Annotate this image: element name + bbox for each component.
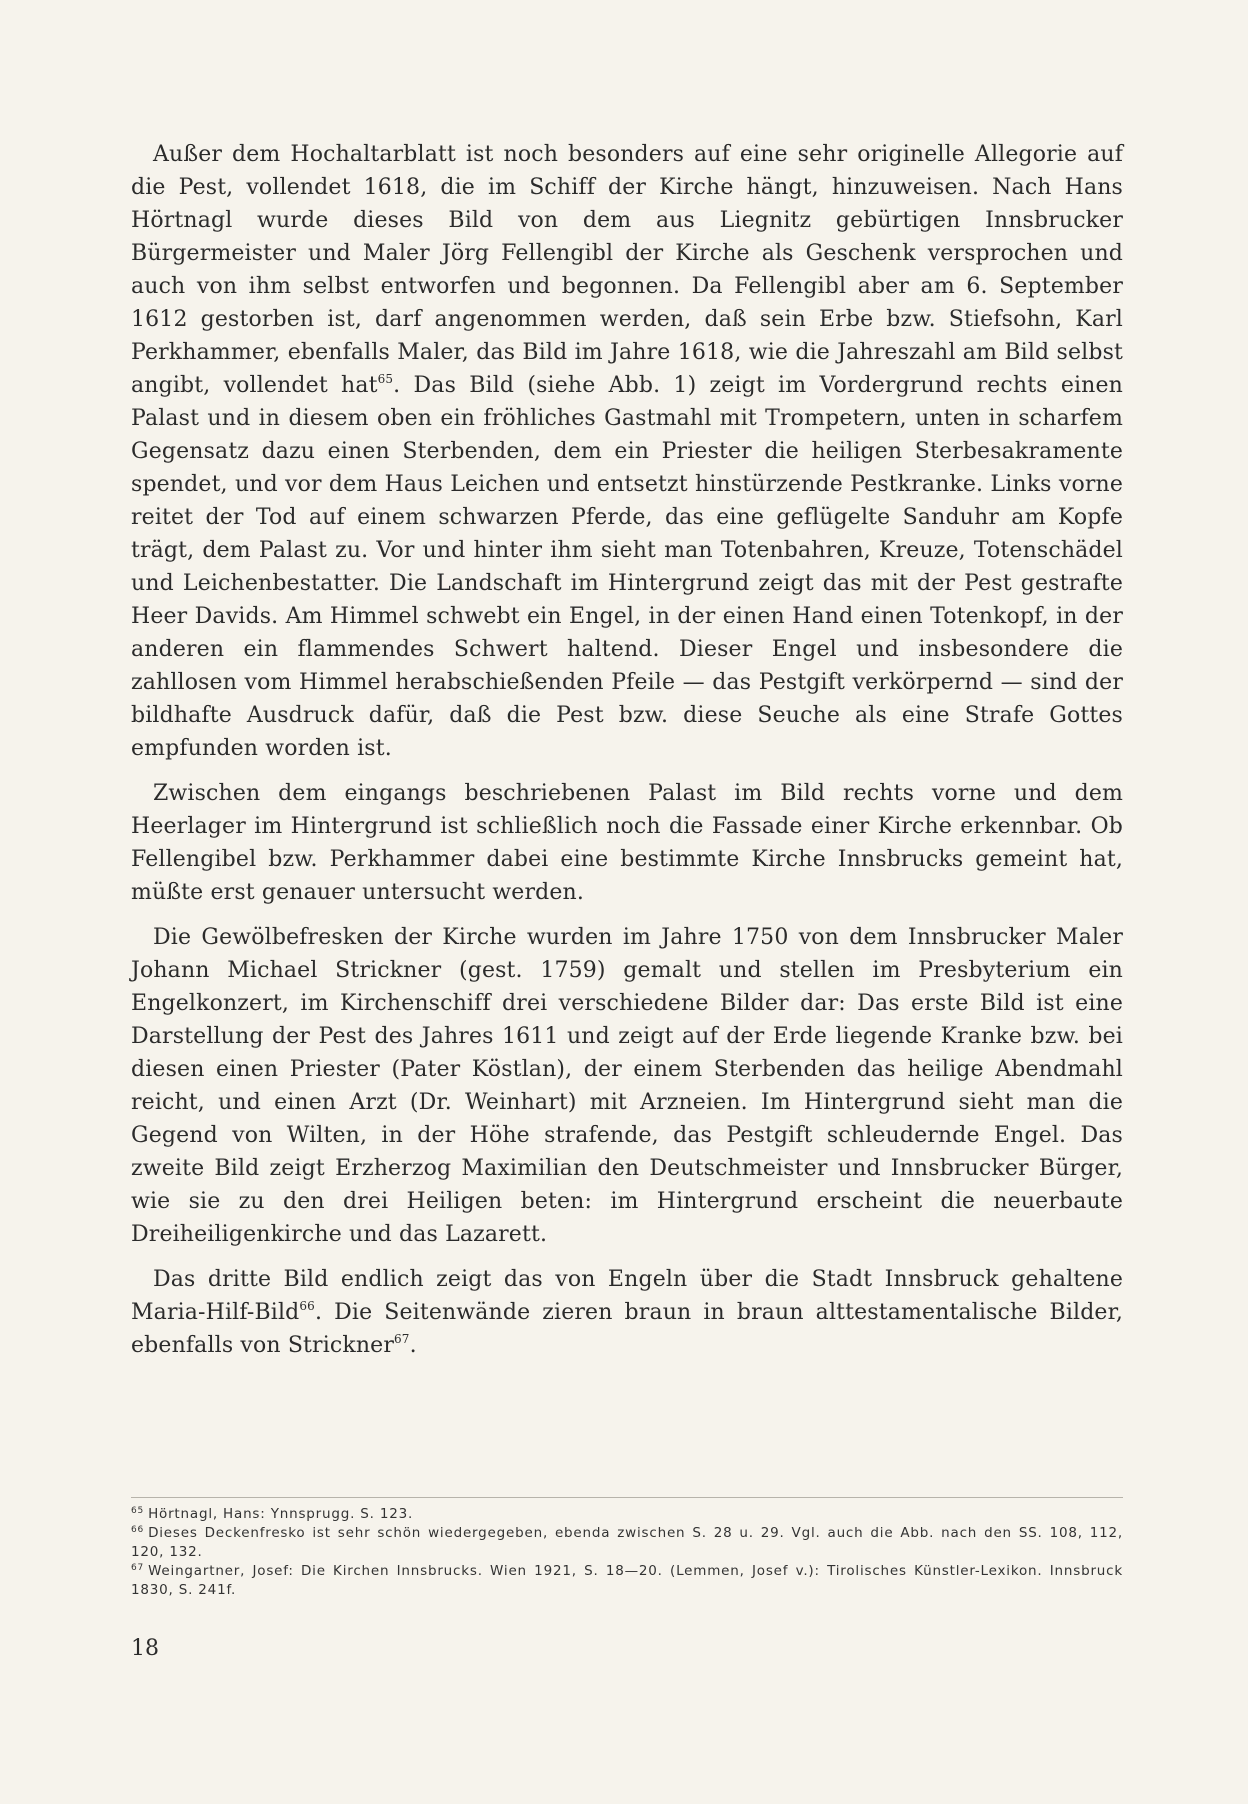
footnote-number: 65	[131, 1506, 145, 1516]
footnote	[131, 1505, 1123, 1524]
paragraph-text: Die Gewölbefresken der Kirche wurden im Jahre 1750 von dem Innsbrucker Maler Johann Michael Strickner (gest. 1759) gemalt und stellen im Presbyterium ein Engelkonzert, im Kirchenschiff drei verschiedene Bilder dar: Das erste Bild ist eine Darstellung der Pest des Jahres 1611 und zeigt auf der Erde liegende Kranke bzw. bei diesen einen Priester (Pater Köstlan), der einem Sterbenden das heilige Abendmahl reicht, und einen Arzt (Dr. Weinhart) mit Arzneien. Im Hintergrund sieht man die Gegend von Wilten, in der Höhe strafende, das Pestgift schleudernde Engel. Das zweite Bild zeigt Erzherzog Maximilian den Deutschmeister und Innsbrucker Bürger, wie sie zu den drei Heiligen beten: im Hintergrund erscheint die neuerbaute Dreiheiligenkirche und das Lazarett.	[131, 925, 1123, 1247]
paragraph	[131, 777, 1123, 909]
footnote-reference: 66	[299, 1299, 315, 1313]
footnote-text: Dieses Deckenfresko ist sehr schön wiedergegeben, ebenda zwischen S. 28 u. 29. Vgl. auch die Abb. nach den SS. 108, 112, 120, 132.	[131, 1525, 1123, 1560]
footnotes	[131, 1505, 1123, 1600]
footnote	[131, 1524, 1123, 1562]
paragraph	[131, 1263, 1123, 1362]
footnote	[131, 1562, 1123, 1600]
paragraph-text: Außer dem Hochaltarblatt ist noch besonders auf eine sehr originelle Allegorie auf die Pest, vollendet 1618, die im Schiff der Kirche hängt, hinzuweisen. Nach Hans Hörtnagl wurde dieses Bild von dem aus Liegnitz gebürtigen Innsbrucker Bürgermeister und Maler Jörg Fellengibl der Kirche als Geschenk versprochen und auch von ihm selbst entworfen und begonnen. Da Fellengibl aber am 6. September 1612 gestorben ist, darf angenommen werden, daß sein Erbe bzw. Stiefsohn, Karl Perkhammer, ebenfalls Maler, das Bild im Jahre 1618, wie die Jahreszahl am Bild selbst angibt, vollendet hat	[131, 142, 1123, 398]
footnote-reference: 67	[394, 1332, 410, 1346]
footnote-number: 66	[131, 1525, 145, 1535]
footnote-divider	[131, 1497, 1123, 1498]
paragraph-text: Zwischen dem eingangs beschriebenen Palast im Bild rechts vorne und dem Heerlager im Hintergrund ist schließlich noch die Fassade einer Kirche erkennbar. Ob Fellengibel bzw. Perkhammer dabei eine bestimmte Kirche Innsbrucks gemeint hat, müßte erst genauer untersucht werden.	[131, 781, 1123, 905]
footnote-reference: 65	[377, 372, 394, 386]
footnote-number: 67	[131, 1563, 145, 1573]
paragraph-text: . Das Bild (siehe Abb. 1) zeigt im Vordergrund rechts einen Palast und in diesem oben ein fröhliches Gastmahl mit Trompetern, unten in scharfem Gegensatz dazu einen Sterbenden, dem ein Priester die heiligen Sterbesakramente spendet, und vor dem Haus Leichen und entsetzt hinstürzende Pestkranke. Links vorne reitet der Tod auf einem schwarzen Pferde, das eine geflügelte Sanduhr am Kopfe trägt, dem Palast zu. Vor und hinter ihm sieht man Totenbahren, Kreuze, Totenschädel und Leichenbestatter. Die Landschaft im Hintergrund zeigt das mit der Pest gestrafte Heer Davids. Am Himmel schwebt ein Engel, in der einen Hand einen Totenkopf, in der anderen ein flammendes Schwert haltend. Dieser Engel und insbesondere die zahllosen vom Himmel herabschießenden Pfeile — das Pestgift verkörpernd — sind der bildhafte Ausdruck dafür, daß die Pest bzw. diese Seuche als eine Strafe Gottes empfunden worden ist.	[131, 373, 1123, 761]
body-text	[131, 138, 1123, 1374]
paragraph-text: Das dritte Bild endlich zeigt das von Engeln über die Stadt Innsbruck gehaltene Maria-Hilf-Bild	[131, 1267, 1123, 1325]
paragraph-text: . Die Seitenwände zieren braun in braun alttestamentalische Bilder, ebenfalls von Strickner	[131, 1300, 1123, 1358]
page-number: 18	[131, 1636, 159, 1661]
paragraph	[131, 138, 1123, 765]
paragraph	[131, 921, 1123, 1251]
footnote-text: Hörtnagl, Hans: Ynnsprugg. S. 123.	[148, 1506, 414, 1522]
footnote-text: Weingartner, Josef: Die Kirchen Innsbrucks. Wien 1921, S. 18—20. (Lemmen, Josef v.): Tirolisches Künstler-Lexikon. Innsbruck 1830, S. 241f.	[131, 1563, 1123, 1598]
paragraph-text: .	[409, 1333, 417, 1358]
